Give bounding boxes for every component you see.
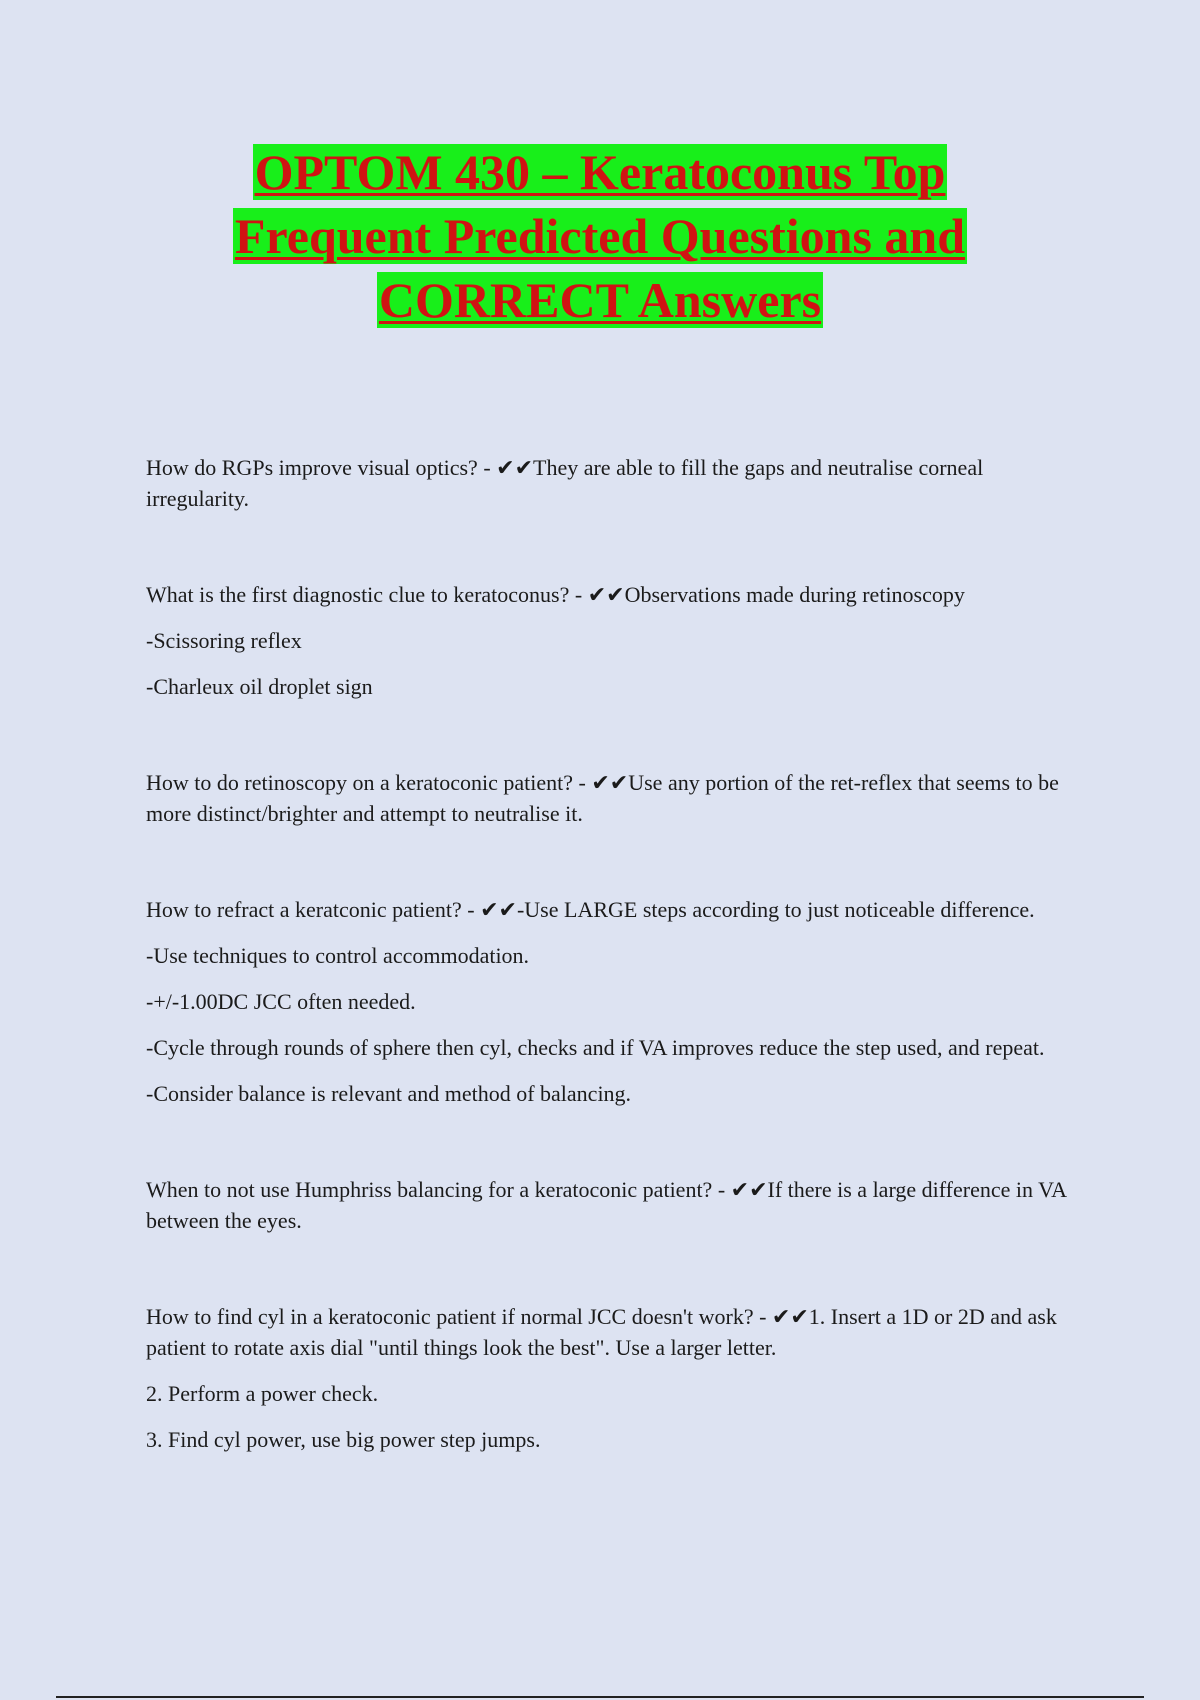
qa-question-answer: How to do retinoscopy on a keratoconic patient? - ✔✔Use any portion of the ret-reflex that seems to be more distinct/brighter and attempt to neutralise it. — [146, 770, 1059, 826]
qa-answer-line: -Charleux oil droplet sign — [146, 674, 373, 699]
qa-question-answer: How to find cyl in a keratoconic patient if normal JCC doesn't work? - ✔✔1. Insert a 1D or 2D and ask patient to rotate axis dial "until things look the best". Use a larger letter. — [146, 1304, 1057, 1360]
qa-answer-line: -Cycle through rounds of sphere then cyl, checks and if VA improves reduce the step used, and repeat. — [146, 1035, 1045, 1060]
qa-list — [146, 452, 1066, 1455]
document-title — [0, 140, 1200, 332]
qa-item-3 — [146, 767, 1066, 829]
qa-question-answer: What is the first diagnostic clue to keratoconus? - ✔✔Observations made during retinoscopy — [146, 582, 965, 607]
qa-answer-line: 3. Find cyl power, use big power step jumps. — [146, 1427, 541, 1452]
qa-answer-line: 2. Perform a power check. — [146, 1381, 379, 1406]
qa-answer-line: -Use techniques to control accommodation. — [146, 943, 530, 968]
title-line-2: Frequent Predicted Questions and — [234, 208, 966, 264]
title-line-1: OPTOM 430 – Keratoconus Top — [254, 144, 946, 200]
title-line-3: CORRECT Answers — [378, 272, 822, 328]
qa-answer-line: -+/-1.00DC JCC often needed. — [146, 989, 416, 1014]
qa-question-answer: When to not use Humphriss balancing for a keratoconic patient? - ✔✔If there is a large difference in VA between the eyes. — [146, 1177, 1066, 1233]
qa-item-2 — [146, 579, 1066, 702]
qa-item-6 — [146, 1301, 1066, 1455]
qa-question-answer: How do RGPs improve visual optics? - ✔✔They are able to fill the gaps and neutralise corneal irregularity. — [146, 455, 984, 511]
page-bottom-divider — [56, 1696, 1144, 1698]
qa-answer-line: -Consider balance is relevant and method of balancing. — [146, 1081, 632, 1106]
qa-item-5 — [146, 1174, 1066, 1236]
qa-item-4 — [146, 894, 1066, 1109]
qa-item-1 — [146, 452, 1066, 514]
qa-answer-line: -Scissoring reflex — [146, 628, 302, 653]
qa-question-answer: How to refract a keratconic patient? - ✔✔-Use LARGE steps according to just noticeable difference. — [146, 897, 1035, 922]
